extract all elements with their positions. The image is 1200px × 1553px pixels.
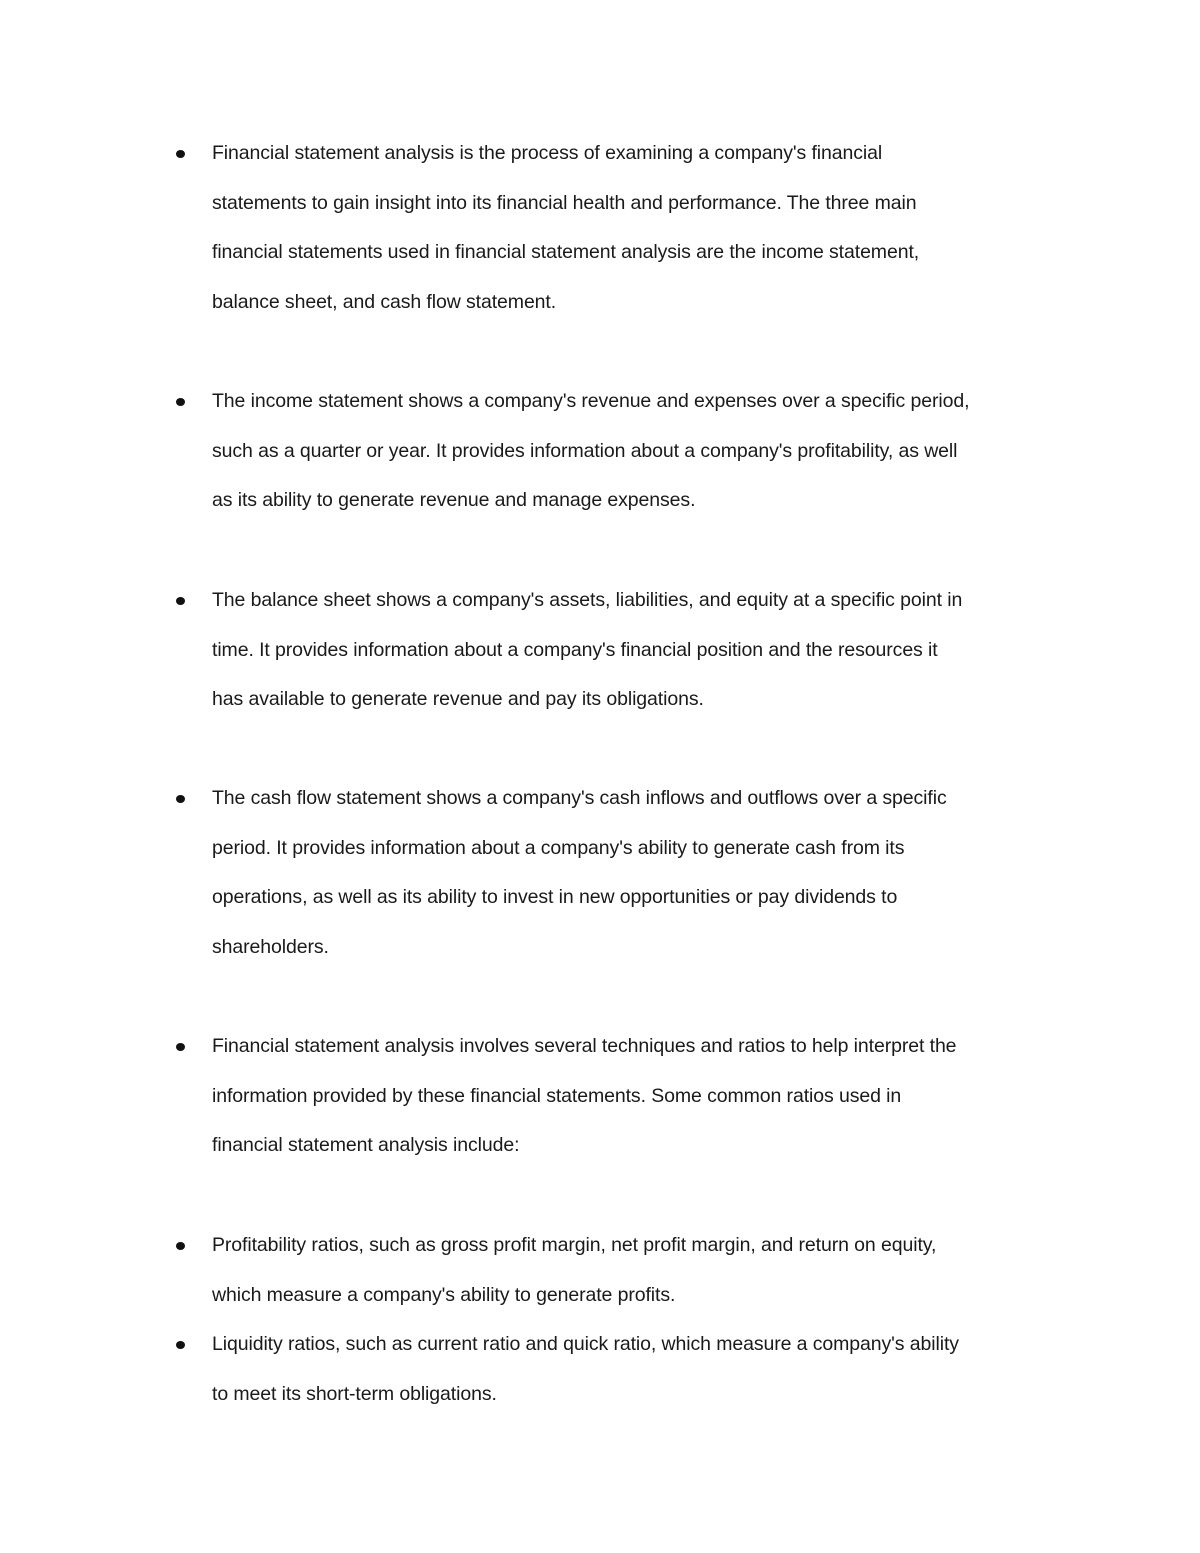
- text-line: financial statement analysis include:: [212, 1134, 520, 1157]
- text-line: such as a quarter or year. It provides information about a company's profitability, as well: [212, 439, 958, 462]
- text-line: financial statements used in financial statement analysis are the income statement,: [212, 241, 920, 264]
- text-line: statements to gain insight into its financial health and performance. The three main: [212, 191, 917, 214]
- bullet-text: [212, 576, 1076, 725]
- text-line: shareholders.: [212, 935, 329, 958]
- text-line: time. It provides information about a company's financial position and the resources it: [212, 638, 938, 661]
- text-line: Financial statement analysis is the process of examining a company's financial: [212, 142, 883, 164]
- bullet-dot-icon: [176, 150, 185, 158]
- bullet-dot-icon: [176, 1242, 185, 1250]
- bullet-text: [212, 377, 1076, 526]
- text-line: has available to generate revenue and pay its obligations.: [212, 688, 704, 711]
- text-line: The income statement shows a company's revenue and expenses over a specific period,: [212, 390, 970, 412]
- text-line: Profitability ratios, such as gross profit margin, net profit margin, and return on equity,: [212, 1234, 937, 1256]
- bullet-text: [212, 1022, 1076, 1171]
- bullet-text: [212, 1320, 1076, 1419]
- text-line: Liquidity ratios, such as current ratio and quick ratio, which measure a company's ability: [212, 1333, 959, 1355]
- text-line: information provided by these financial statements. Some common ratios used in: [212, 1084, 902, 1107]
- text-line: to meet its short-term obligations.: [212, 1382, 497, 1405]
- bullet-text: [212, 774, 1076, 972]
- text-line: Financial statement analysis involves several techniques and ratios to help interpret the: [212, 1035, 957, 1057]
- bullet-dot-icon: [176, 597, 185, 605]
- bullet-text: [212, 129, 1076, 327]
- bullet-dot-icon: [176, 795, 185, 803]
- bullet-dot-icon: [176, 398, 185, 406]
- text-line: balance sheet, and cash flow statement.: [212, 290, 557, 313]
- text-line: period. It provides information about a company's ability to generate cash from its: [212, 836, 905, 859]
- text-line: which measure a company's ability to generate profits.: [212, 1283, 676, 1306]
- bullet-dot-icon: [176, 1043, 185, 1051]
- bullet-text: [212, 1221, 1076, 1320]
- text-line: The balance sheet shows a company's assets, liabilities, and equity at a specific point in: [212, 589, 963, 611]
- text-line: operations, as well as its ability to invest in new opportunities or pay dividends to: [212, 886, 898, 909]
- text-line: as its ability to generate revenue and manage expenses.: [212, 489, 696, 512]
- text-line: The cash flow statement shows a company's cash inflows and outflows over a specific: [212, 787, 947, 809]
- bullet-dot-icon: [176, 1341, 185, 1349]
